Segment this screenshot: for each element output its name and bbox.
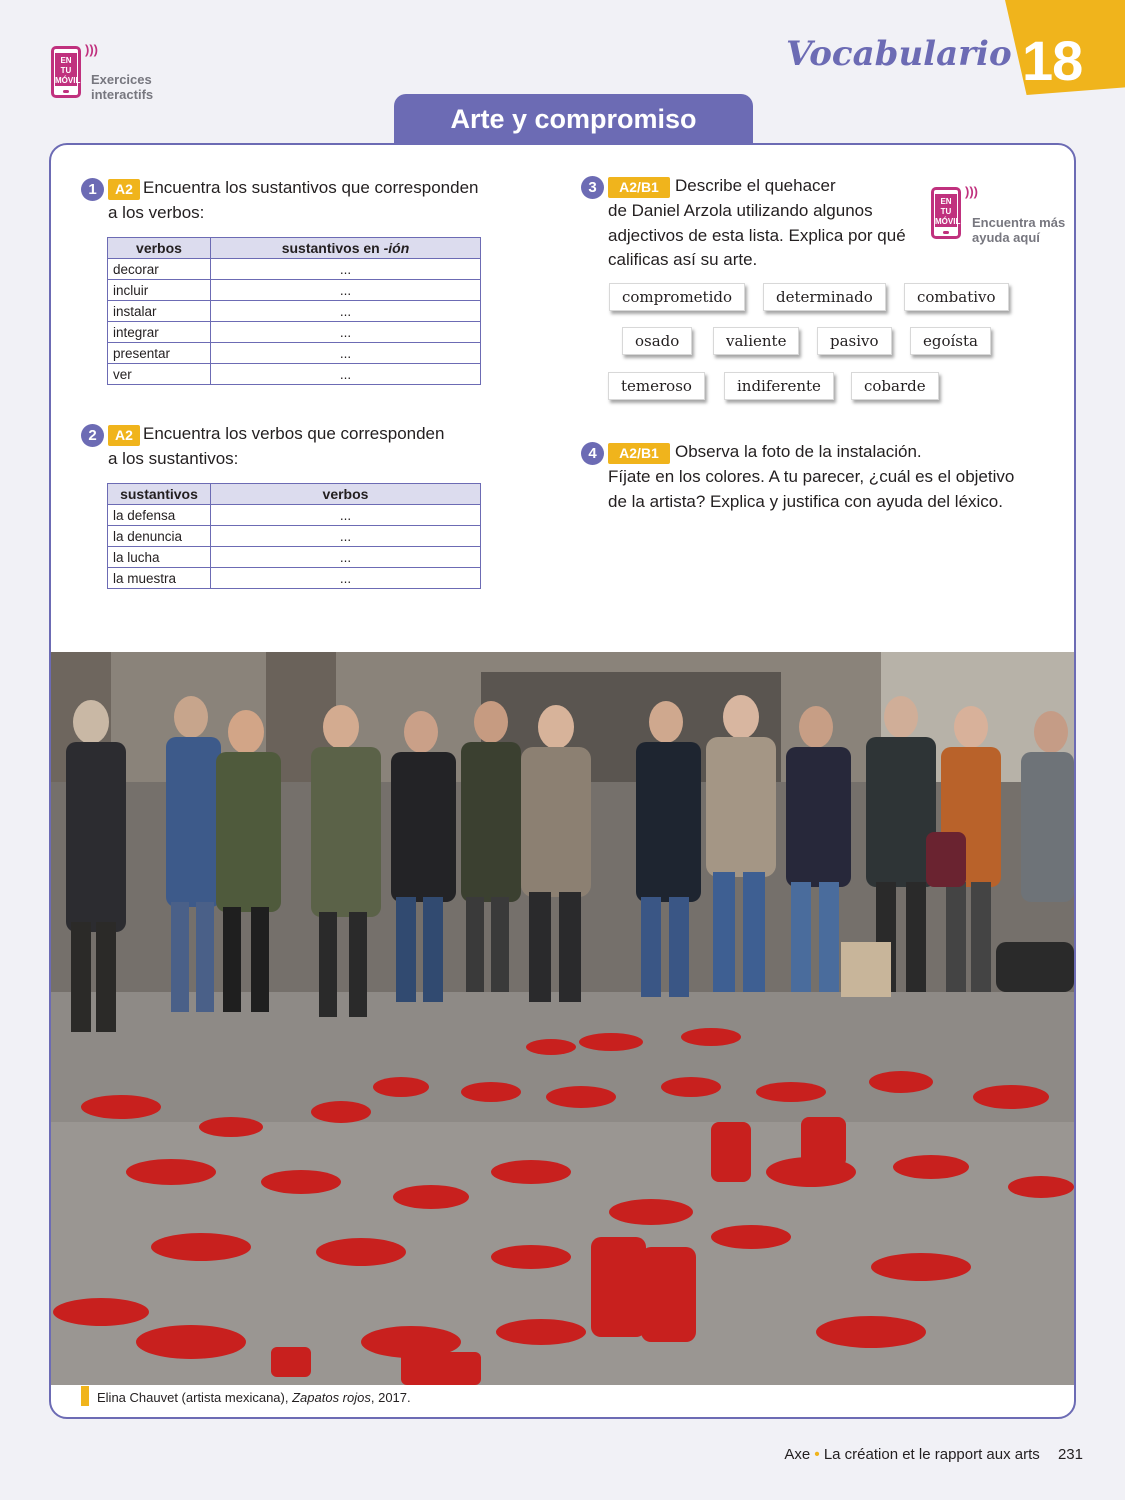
instruction-line: Encuentra los verbos que corresponden (143, 424, 445, 443)
exercise-instruction (608, 465, 1014, 514)
exercise-instruction (108, 201, 204, 226)
chapter-number: 18 (1022, 29, 1083, 92)
adjective-chip[interactable]: temeroso (608, 372, 705, 400)
table-cell: decorar (108, 259, 211, 280)
signal-waves-icon: ))) (965, 184, 978, 199)
phone-screen-text: MÓVIL (935, 217, 961, 226)
phone-screen (935, 194, 961, 227)
help-caption-line: Encuentra más (972, 215, 1066, 230)
caption-marker (81, 1386, 89, 1406)
answer-cell[interactable]: ... (211, 505, 481, 526)
instruction-line: de Daniel Arzola utilizando algunos (608, 201, 873, 220)
exercise-number: 3 (581, 176, 604, 199)
answer-cell[interactable]: ... (211, 259, 481, 280)
mobile-help-icon[interactable] (931, 187, 961, 239)
phone-home-button (63, 90, 69, 93)
table-row (108, 322, 481, 343)
table-row (108, 280, 481, 301)
instruction-line: a los sustantivos: (108, 449, 239, 468)
adjective-chip[interactable]: combativo (904, 283, 1009, 311)
adjective-chip[interactable]: egoísta (910, 327, 991, 355)
phone-home-button (943, 231, 949, 234)
phone-screen-text: EN TU (940, 197, 952, 216)
answer-cell[interactable]: ... (211, 547, 481, 568)
table-cell: la denuncia (108, 526, 211, 547)
instruction-line: a los verbos: (108, 203, 205, 222)
caption-year: , 2017. (370, 1390, 411, 1405)
table-row (108, 505, 481, 526)
instruction-line: Encuentra los sustantivos que corresponden (143, 178, 479, 197)
footer-axis-title: La création et le rapport aux arts (823, 1446, 1040, 1463)
table-header-row (108, 484, 481, 505)
level-badge: A2/B1 (608, 443, 670, 464)
instruction-line: Fíjate en los colores. A tu parecer, ¿cuál es el objetivo (608, 467, 1015, 486)
exercises-caption-line: interactifs (91, 87, 154, 102)
table-cell: la defensa (108, 505, 211, 526)
caption-author: Elina Chauvet (artista mexicana), (97, 1390, 293, 1405)
answer-cell[interactable]: ... (211, 322, 481, 343)
exercise-instruction (108, 447, 238, 472)
adjective-chip[interactable]: valiente (713, 327, 799, 355)
instruction-line: Describe el quehacer (675, 176, 836, 195)
bullet-icon: • (814, 1446, 820, 1463)
level-badge: A2 (108, 179, 140, 200)
verbs-nouns-table (107, 237, 481, 385)
photo-caption (97, 1390, 411, 1405)
page-number: 231 (1057, 1446, 1083, 1463)
adjective-chip[interactable]: comprometido (609, 283, 745, 311)
exercise-instruction (675, 174, 836, 199)
phone-screen-text: EN TU (60, 56, 72, 75)
phone-screen (55, 53, 81, 86)
instruction-line: de la artista? Explica y justifica con ayuda del léxico. (608, 491, 1003, 511)
adjective-chip[interactable]: determinado (763, 283, 886, 311)
mobile-phone-icon[interactable] (51, 46, 81, 98)
table-cell: ver (108, 364, 211, 385)
exercise-number: 2 (81, 424, 104, 447)
adjective-chip[interactable]: cobarde (851, 372, 939, 400)
answer-cell[interactable]: ... (211, 280, 481, 301)
red-shoes-installation-photo (51, 652, 1074, 1385)
column-header: verbos (211, 484, 481, 505)
exercise-number: 4 (581, 442, 604, 465)
table-row (108, 526, 481, 547)
column-header-suffix: -ión (383, 240, 410, 256)
table-cell: incluir (108, 280, 211, 301)
table-cell: la muestra (108, 568, 211, 589)
help-caption-line: ayuda aquí (972, 230, 1040, 245)
nouns-verbs-table (107, 483, 481, 589)
exercise-instruction (143, 422, 444, 447)
answer-cell[interactable]: ... (211, 301, 481, 322)
exercises-caption[interactable] (91, 72, 153, 102)
level-badge: A2 (108, 425, 140, 446)
page-title: Arte y compromiso (394, 94, 753, 144)
answer-cell[interactable]: ... (211, 568, 481, 589)
adjective-chip[interactable]: osado (622, 327, 692, 355)
table-row (108, 364, 481, 385)
table-cell: la lucha (108, 547, 211, 568)
instruction-line: adjectivos de esta lista. Explica por qué (608, 225, 906, 245)
answer-cell[interactable]: ... (211, 526, 481, 547)
table-row (108, 301, 481, 322)
table-cell: integrar (108, 322, 211, 343)
level-badge: A2/B1 (608, 177, 670, 198)
instruction-line: calificas así su arte. (608, 250, 758, 269)
footer-axis-label: Axe (784, 1446, 811, 1463)
column-header: verbos (108, 238, 211, 259)
table-row (108, 547, 481, 568)
column-header (211, 238, 481, 259)
main-content-box (49, 143, 1076, 1419)
table-cell: presentar (108, 343, 211, 364)
answer-cell[interactable]: ... (211, 343, 481, 364)
section-title: Vocabulario (786, 34, 1012, 74)
exercises-caption-line: Exercices (91, 72, 152, 87)
table-row (108, 343, 481, 364)
table-cell: instalar (108, 301, 211, 322)
column-header-text: sustantivos en (281, 240, 384, 256)
exercise-instruction (143, 176, 478, 201)
table-header-row (108, 238, 481, 259)
column-header: sustantivos (108, 484, 211, 505)
help-caption[interactable] (972, 215, 1065, 245)
adjective-chip[interactable]: indiferente (724, 372, 834, 400)
answer-cell[interactable]: ... (211, 364, 481, 385)
signal-waves-icon: ))) (85, 42, 98, 57)
instruction-line: Observa la foto de la instalación. (675, 442, 922, 461)
exercise-instruction (675, 440, 922, 465)
page-footer (784, 1446, 1083, 1463)
caption-title: Zapatos rojos (292, 1390, 371, 1405)
adjective-chip[interactable]: pasivo (817, 327, 892, 355)
exercise-instruction (608, 199, 906, 273)
exercise-number: 1 (81, 178, 104, 201)
table-row (108, 259, 481, 280)
table-row (108, 568, 481, 589)
phone-screen-text: MÓVIL (55, 76, 81, 85)
